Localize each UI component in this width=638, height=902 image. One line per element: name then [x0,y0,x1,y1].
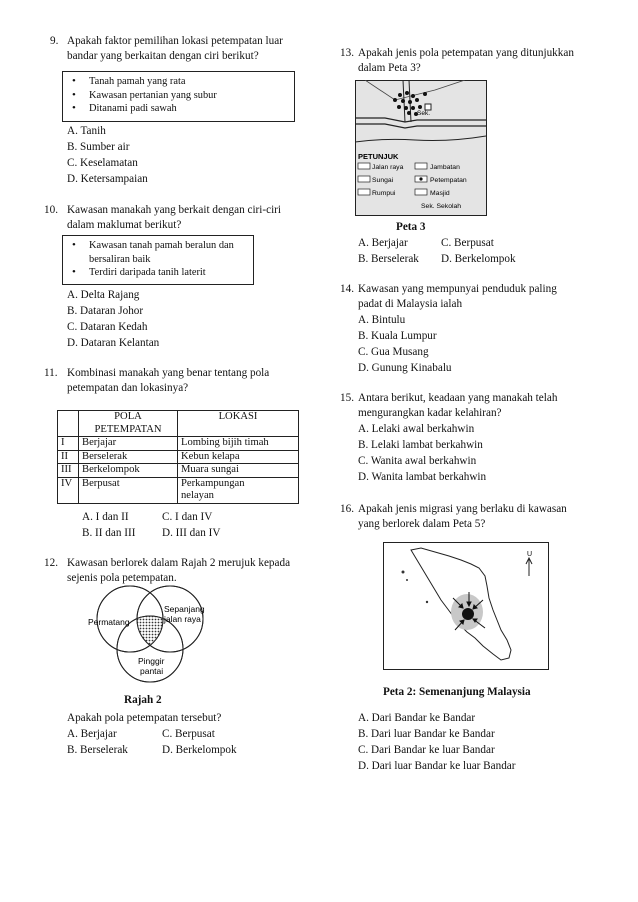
figure-caption: Peta 3 [396,221,426,233]
question-text-line: Apakah pola petempatan tersebut? [67,712,222,724]
answer-table [57,410,299,504]
option-b[interactable]: B. II dan III [82,527,136,539]
option-d[interactable]: D. Berkelompok [162,744,237,756]
legend-item: Petempatan [430,177,467,184]
question-text-line: sejenis pola petempatan. [67,572,177,584]
question-number: 11. [44,367,58,379]
legend-item: Sungai [372,177,394,184]
option-b[interactable]: B. Lelaki lambat berkahwin [358,439,483,451]
table-row: I Berjajar Lombing bijih timah [58,437,299,451]
figure-caption: Rajah 2 [124,694,162,706]
info-bullet: • Ditanami padi sawah [89,102,294,116]
legend-item: Masjid [430,190,450,197]
venn-label-bottom: pantai [140,666,164,676]
option-d[interactable]: D. Berkelompok [441,253,516,265]
info-box [62,71,295,122]
question-number: 13. [340,47,354,59]
question-text-line: dalam maklumat berikut? [67,219,182,231]
option-d[interactable]: D. Dari luar Bandar ke luar Bandar [358,760,516,772]
option-c[interactable]: C. Berpusat [441,237,494,249]
question-text-line: Apakah jenis migrasi yang berlaku di kawasan [358,503,567,515]
option-b[interactable]: B. Berselerak [358,253,419,265]
venn-diagram [82,585,217,683]
table-row: IV Berpusat Perkampungan nelayan [58,477,299,503]
option-c[interactable]: C. I dan IV [162,511,213,523]
map-peta-3 [355,80,487,216]
option-a[interactable]: A. Dari Bandar ke Bandar [358,712,476,724]
option-c[interactable]: C. Wanita awal berkahwin [358,455,477,467]
figure-caption: Peta 2: Semenanjung Malaysia [383,686,531,698]
question-number: 12. [44,557,58,569]
map-peninsular-malaysia [383,542,549,670]
info-bullet: • Tanah pamah yang rata [89,75,294,89]
option-d[interactable]: D. III dan IV [162,527,221,539]
city-marker [462,608,474,620]
option-b[interactable]: B. Berselerak [67,744,128,756]
option-a[interactable]: A. Lelaki awal berkahwin [358,423,475,435]
question-text-line: mengurangkan kadar kelahiran? [358,407,502,419]
legend-item: Rumpui [372,190,396,197]
question-number: 9. [50,35,59,47]
option-b[interactable]: B. Sumber air [67,141,130,153]
option-b[interactable]: B. Dataran Johor [67,305,144,317]
question-text-line: Antara berikut, keadaan yang manakah telah [358,392,558,404]
question-text-line: Kawasan yang mempunyai penduduk paling [358,283,557,295]
question-text-line: Kawasan berlorek dalam Rajah 2 merujuk kepada [67,557,291,569]
question-text-line: yang berlorek dalam Peta 5? [358,518,486,530]
table-header: POLA PETEMPATAN LOKASI [58,411,299,437]
info-bullet: • Terdiri daripada tanih laterit [89,266,253,280]
question-number: 14. [340,283,354,295]
option-c[interactable]: C. Keselamatan [67,157,138,169]
option-a[interactable]: A. Berjajar [67,728,117,740]
question-text-line: Apakah faktor pemilihan lokasi petempatan luar [67,35,283,47]
option-a[interactable]: A. Berjajar [358,237,408,249]
option-c[interactable]: C. Dari Bandar ke luar Bandar [358,744,495,756]
option-b[interactable]: B. Dari luar Bandar ke Bandar [358,728,495,740]
legend-item: Jambatan [430,164,460,171]
option-b[interactable]: B. Kuala Lumpur [358,330,437,342]
option-d[interactable]: D. Wanita lambat berkahwin [358,471,487,483]
question-text-line: petempatan dan lokasinya? [67,382,189,394]
table-row: II Berselerak Kebun kelapa [58,450,299,464]
info-bullet: • Kawasan pertanian yang subur [89,89,294,103]
option-a[interactable]: A. I dan II [82,511,129,523]
option-d[interactable]: D. Dataran Kelantan [67,337,160,349]
table-row: III Berkelompok Muara sungai [58,464,299,478]
legend-item: Jalan raya [372,164,404,171]
question-text-line: Kawasan manakah yang berkait dengan ciri-ciri [67,204,282,216]
map-label-sek: Sek. [417,110,431,117]
info-box [62,235,254,285]
venn-label-left: Permatang [88,617,130,627]
venn-label-bottom: Pinggir [138,656,165,666]
question-number: 10. [44,204,58,216]
option-a[interactable]: A. Bintulu [358,314,406,326]
question-text-line: Kombinasi manakah yang benar tentang pola [67,367,270,379]
option-c[interactable]: C. Gua Musang [358,346,429,358]
option-c[interactable]: C. Dataran Kedah [67,321,148,333]
legend-item: Sek. Sekolah [421,203,462,210]
legend-title: PETUNJUK [358,152,399,161]
venn-label-right: jalan raya [164,614,201,624]
question-text-line: dalam Peta 3? [358,62,421,74]
question-text-line: bandar yang berkaitan dengan ciri berikut? [67,50,259,62]
option-d[interactable]: D. Ketersampaian [67,173,148,185]
option-c[interactable]: C. Berpusat [162,728,215,740]
option-d[interactable]: D. Gunung Kinabalu [358,362,452,374]
venn-label-right: Sepanjang [164,604,205,614]
option-a[interactable]: A. Tanih [67,125,106,137]
question-text-line: padat di Malaysia ialah [358,298,463,310]
north-label: U [527,551,533,558]
info-bullet: • Kawasan tanah pamah beralun dan bersaliran baik [89,239,253,266]
question-number: 16. [340,503,354,515]
question-text-line: Apakah jenis pola petempatan yang ditunjukkan [358,47,574,59]
option-a[interactable]: A. Delta Rajang [67,289,140,301]
question-number: 15. [340,392,354,404]
